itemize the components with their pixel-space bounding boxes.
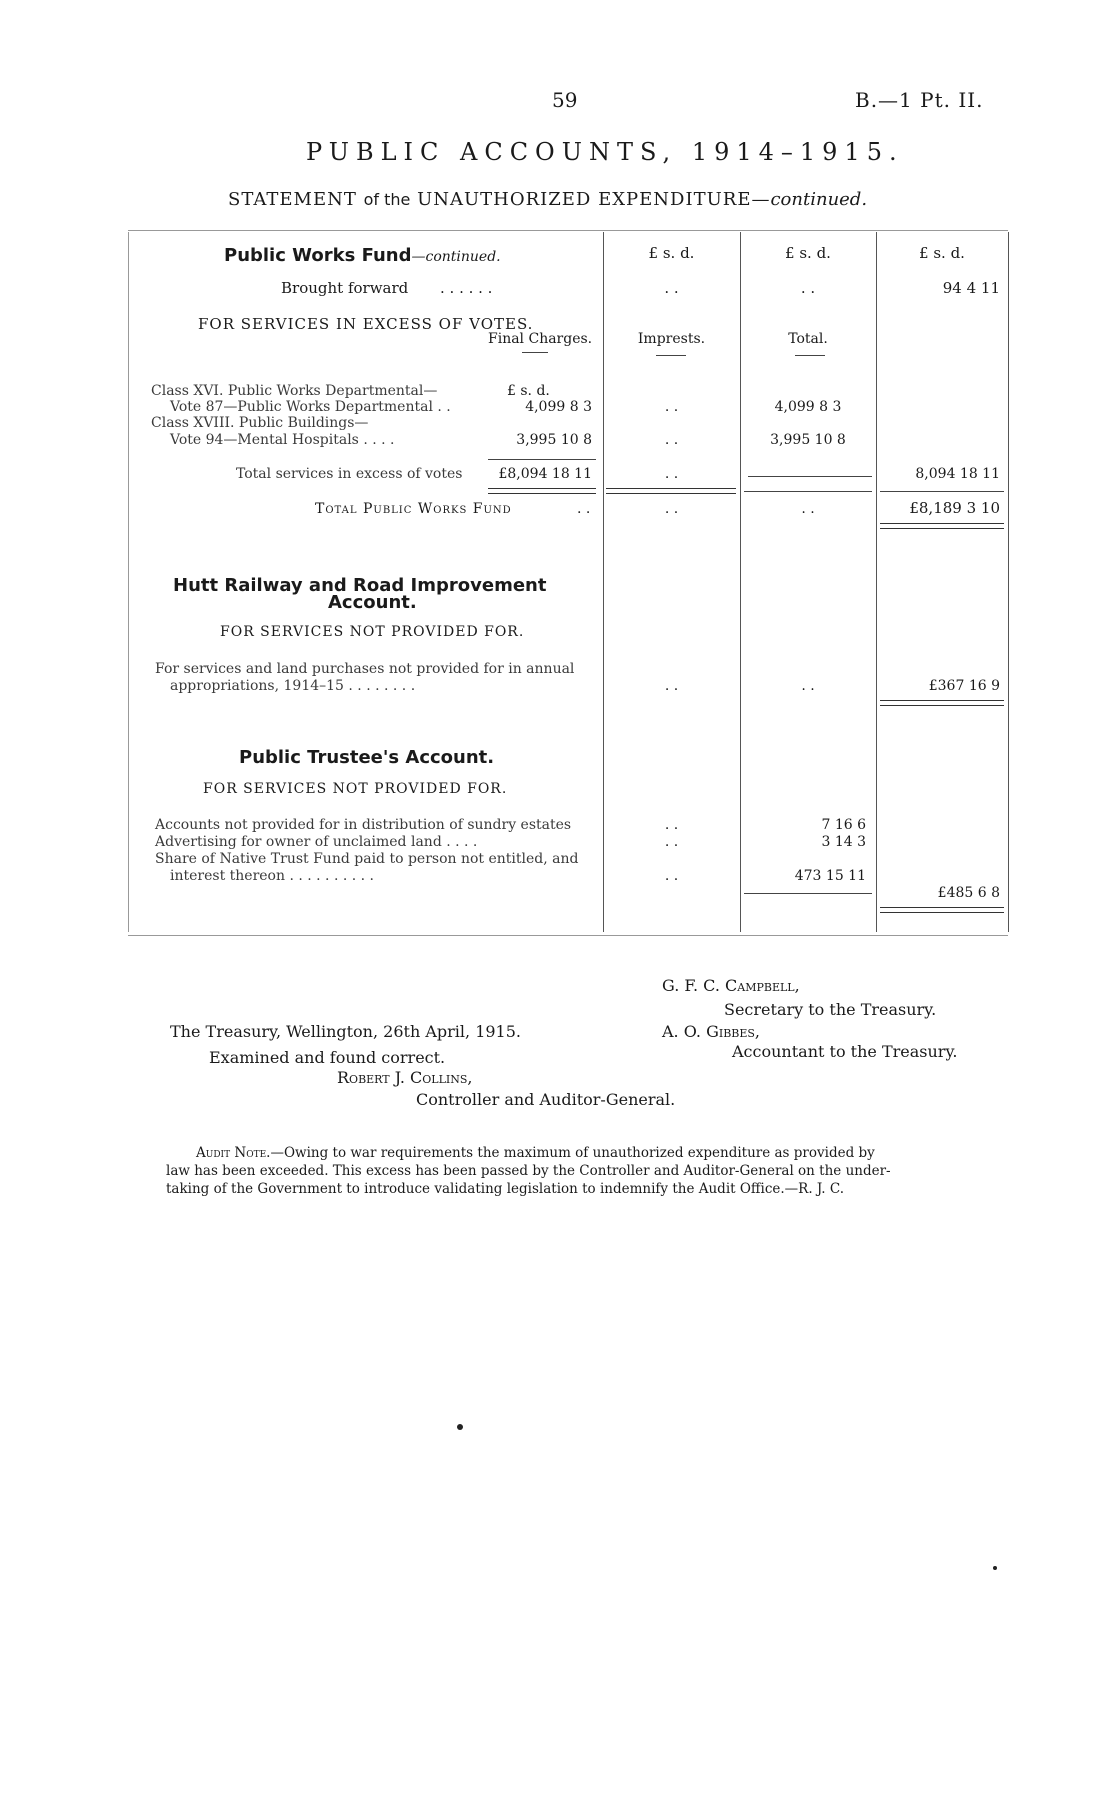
total-fund-label: Total Public Works Fund: [315, 501, 512, 517]
total-fund-leader: . .: [577, 501, 591, 517]
audit-note-line2: law has been exceeded. This excess has been passed by the Controller and Auditor-General on the under-: [166, 1163, 891, 1179]
treasury-date: The Treasury, Wellington, 26th April, 1915.: [170, 1022, 521, 1041]
audit-note-line3: taking of the Government to introduce validating legislation to indemnify the Audit Office.—R. J. C.: [166, 1181, 845, 1197]
vote-87-final: 4,099 8 3: [525, 399, 592, 415]
vote-87-total: 4,099 8 3: [774, 399, 842, 415]
trustee-double-rule: [880, 907, 1004, 913]
total-excess-label: Total services in excess of votes: [236, 466, 463, 482]
imprests-label: Imprests.: [637, 331, 706, 347]
col3-currency-header: £ s. d.: [919, 244, 965, 262]
table-bottom-rule: [128, 935, 1008, 936]
column-divider-3: [876, 232, 877, 932]
audit-note-label: Audit Note.: [196, 1145, 271, 1161]
total-label: Total.: [788, 331, 828, 347]
brought-forward-amount: 94 4 11: [942, 279, 1000, 297]
campbell-name: G. F. C. Campbell,: [662, 976, 800, 995]
class-18-label: Class XVIII. Public Buildings—: [151, 415, 369, 431]
vote-87-imprests: . .: [664, 399, 679, 415]
print-mark-dot-small: [993, 1566, 997, 1570]
brought-forward-label: Brought forward: [281, 279, 409, 297]
vote-94-final: 3,995 10 8: [516, 432, 592, 448]
collins-title: Controller and Auditor-General.: [416, 1090, 676, 1109]
hutt-description-line1: For services and land purchases not provided for in annual: [155, 661, 575, 677]
statement-heading: [228, 189, 867, 210]
final-charges-underline: [522, 352, 548, 353]
trustee-item3-col1: . .: [664, 868, 679, 884]
campbell-title: Secretary to the Treasury.: [724, 1000, 937, 1019]
hutt-double-rule: [880, 700, 1004, 706]
statement-of: of the: [363, 190, 411, 209]
total-underline: [795, 355, 825, 356]
gibbes-name: A. O. Gibbes,: [662, 1022, 761, 1041]
trustee-item1-col2: 7 16 6: [821, 817, 866, 833]
statement-prefix: STATEMENT: [228, 189, 357, 210]
trustee-item2-col2: 3 14 3: [821, 834, 866, 850]
pwf-heading: [224, 245, 501, 266]
hutt-amount: £367 16 9: [928, 678, 1000, 694]
final-charges-label: Final Charges.: [488, 331, 593, 347]
final-subtotal-rule: [488, 459, 596, 460]
statement-continued: continued.: [770, 189, 868, 210]
collins-name: Robert J. Collins,: [337, 1068, 473, 1087]
total-excess-amount: 8,094 18 11: [915, 466, 1000, 482]
brought-forward-leader: . . . . . .: [440, 279, 493, 297]
print-mark-dot: [457, 1424, 463, 1430]
gibbes-title: Accountant to the Treasury.: [732, 1042, 958, 1061]
trustee-item1-col1: . .: [664, 817, 679, 833]
table-left-edge: [128, 232, 129, 932]
total-excess-imprests: . .: [664, 466, 679, 482]
final-total-double-rule: [488, 488, 596, 494]
audit-note-line1: Audit Note.—Owing to war requirements the maximum of unauthorized expenditure as provided by: [196, 1145, 875, 1161]
trustee-item1-label: Accounts not provided for in distribution of sundry estates: [155, 817, 572, 833]
hutt-col2: . .: [801, 678, 815, 694]
col1-currency-header: £ s. d.: [648, 244, 695, 262]
hutt-heading-line1: Hutt Railway and Road Improvement: [173, 575, 547, 596]
vote-94-total: 3,995 10 8: [770, 432, 846, 448]
pwf-heading-text: Public Works Fund: [224, 245, 412, 266]
trustee-subheading: FOR SERVICES NOT PROVIDED FOR.: [203, 781, 508, 797]
total-excess-leader-rule: [748, 476, 872, 477]
vote-94-label: Vote 94—Mental Hospitals . . . .: [170, 432, 395, 448]
hutt-col1: . .: [664, 678, 679, 694]
class-16-label: Class XVI. Public Works Departmental—: [151, 383, 438, 399]
trustee-subtotal-rule: [744, 893, 872, 894]
pwf-heading-continued: —continued.: [411, 249, 501, 265]
total-col-rule: [744, 491, 872, 492]
table-top-rule: [128, 230, 1008, 231]
col2-currency-header: £ s. d.: [785, 244, 831, 262]
page-number: 59: [552, 88, 578, 112]
vote-87-label: Vote 87—Public Works Departmental . .: [170, 399, 451, 415]
statement-main: UNAUTHORIZED EXPENDITURE—: [417, 189, 771, 210]
trustee-item2-label: Advertising for owner of unclaimed land . . . .: [155, 834, 478, 850]
column-divider-4: [1008, 232, 1009, 932]
total-fund-col2: . .: [801, 501, 815, 517]
total-fund-amount: £8,189 3 10: [909, 499, 1000, 517]
amount-col-rule: [880, 491, 1004, 492]
trustee-item2-col1: . .: [664, 834, 679, 850]
total-excess-final: £8,094 18 11: [498, 466, 592, 482]
total-fund-col1: . .: [664, 501, 679, 517]
trustee-item3-label-line2: interest thereon . . . . . . . . . .: [170, 868, 374, 884]
hutt-description-line2: appropriations, 1914–15 . . . . . . . .: [170, 678, 416, 694]
total-fund-double-rule: [880, 523, 1004, 529]
trustee-heading: Public Trustee's Account.: [239, 747, 495, 768]
examined-statement: Examined and found correct.: [209, 1048, 446, 1067]
brought-forward-col1: . .: [664, 279, 679, 297]
imprests-total-double-rule: [606, 488, 736, 494]
excess-votes-heading: FOR SERVICES IN EXCESS OF VOTES.: [198, 315, 534, 333]
trustee-item3-label-line1: Share of Native Trust Fund paid to person not entitled, and: [155, 851, 579, 867]
document-reference: B.—1 Pt. II.: [855, 88, 984, 112]
hutt-subheading: FOR SERVICES NOT PROVIDED FOR.: [220, 624, 525, 640]
trustee-amount: £485 6 8: [937, 885, 1000, 901]
final-charges-currency: £ s. d.: [507, 383, 550, 399]
imprests-underline: [656, 355, 686, 356]
trustee-item3-col2: 473 15 11: [794, 868, 866, 884]
brought-forward-col2: . .: [800, 279, 816, 297]
vote-94-imprests: . .: [664, 432, 679, 448]
hutt-heading-line2: Account.: [328, 592, 417, 613]
page-title: PUBLIC ACCOUNTS, 1914–1915.: [306, 138, 904, 166]
